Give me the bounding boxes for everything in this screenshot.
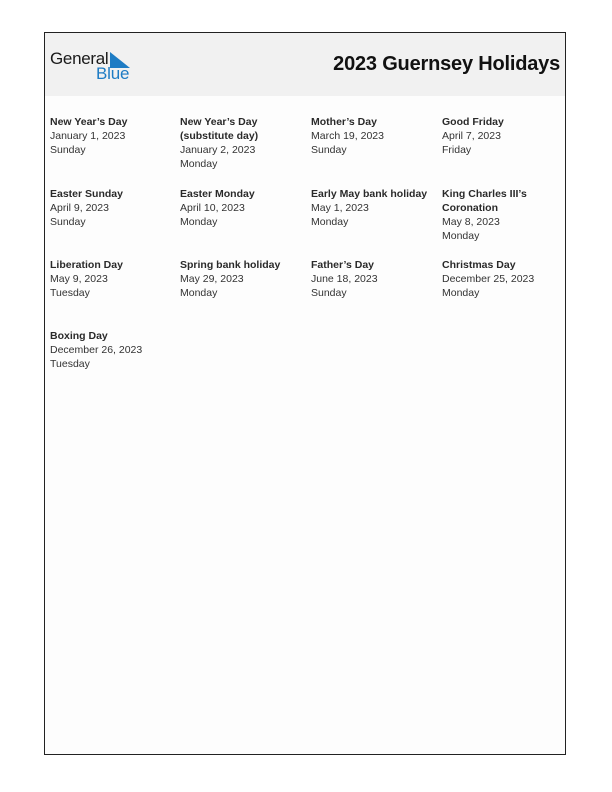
holiday-date: January 1, 2023 xyxy=(50,130,126,142)
holiday-weekday: Sunday xyxy=(50,144,86,156)
holiday-date: April 10, 2023 xyxy=(180,202,245,214)
holiday-item xyxy=(50,258,175,300)
holiday-name: New Year’s Day xyxy=(50,116,128,128)
holiday-weekday: Monday xyxy=(442,287,480,299)
holiday-name: Mother’s Day xyxy=(311,116,377,128)
page-title: 2023 Guernsey Holidays xyxy=(333,53,560,75)
holiday-item xyxy=(311,187,436,229)
holiday-weekday: Monday xyxy=(180,287,218,299)
holiday-weekday: Monday xyxy=(180,216,218,228)
holiday-date: May 8, 2023 xyxy=(442,216,500,228)
holiday-weekday: Sunday xyxy=(50,216,86,228)
holiday-name: Christmas Day xyxy=(442,259,516,271)
holiday-name: Liberation Day xyxy=(50,259,123,271)
holiday-date: May 1, 2023 xyxy=(311,202,369,214)
generalblue-logo[interactable] xyxy=(50,49,140,83)
holiday-name: New Year’s Day (substitute day) xyxy=(180,116,259,142)
holiday-name: Boxing Day xyxy=(50,330,108,342)
holiday-weekday: Sunday xyxy=(311,144,347,156)
holiday-date: December 25, 2023 xyxy=(442,273,535,285)
logo-blue-text: Blue xyxy=(96,64,130,83)
logo-general-text: General xyxy=(50,49,109,68)
holiday-date: December 26, 2023 xyxy=(50,344,143,356)
holiday-name: Good Friday xyxy=(442,116,504,128)
holiday-item xyxy=(50,329,175,371)
holiday-weekday: Monday xyxy=(442,230,480,242)
holiday-name: King Charles III’s Coronation xyxy=(442,188,527,214)
holiday-weekday: Monday xyxy=(180,158,218,170)
page-frame xyxy=(44,32,566,755)
holiday-name: Early May bank holiday xyxy=(311,188,428,200)
holiday-item xyxy=(50,115,175,157)
holiday-date: March 19, 2023 xyxy=(311,130,384,142)
holiday-item xyxy=(50,187,175,229)
holiday-item xyxy=(311,258,436,300)
header xyxy=(45,33,565,96)
holiday-item xyxy=(180,258,305,300)
holiday-item xyxy=(180,187,305,229)
holiday-weekday: Sunday xyxy=(311,287,347,299)
holiday-item xyxy=(442,115,567,157)
holiday-weekday: Tuesday xyxy=(50,358,90,370)
holiday-name: Spring bank holiday xyxy=(180,259,281,271)
holiday-name: Easter Sunday xyxy=(50,188,123,200)
holiday-item xyxy=(442,258,567,300)
holiday-name: Father’s Day xyxy=(311,259,375,271)
holiday-weekday: Friday xyxy=(442,144,472,156)
holiday-weekday: Monday xyxy=(311,216,349,228)
holiday-item xyxy=(180,115,265,171)
holiday-weekday: Tuesday xyxy=(50,287,90,299)
holiday-date: June 18, 2023 xyxy=(311,273,378,285)
holiday-date: April 7, 2023 xyxy=(442,130,501,142)
holiday-date: April 9, 2023 xyxy=(50,202,109,214)
holiday-item xyxy=(311,115,436,157)
holiday-item xyxy=(442,187,537,243)
holiday-name: Easter Monday xyxy=(180,188,255,200)
holiday-date: May 29, 2023 xyxy=(180,273,244,285)
holiday-date: January 2, 2023 xyxy=(180,144,256,156)
holiday-date: May 9, 2023 xyxy=(50,273,108,285)
